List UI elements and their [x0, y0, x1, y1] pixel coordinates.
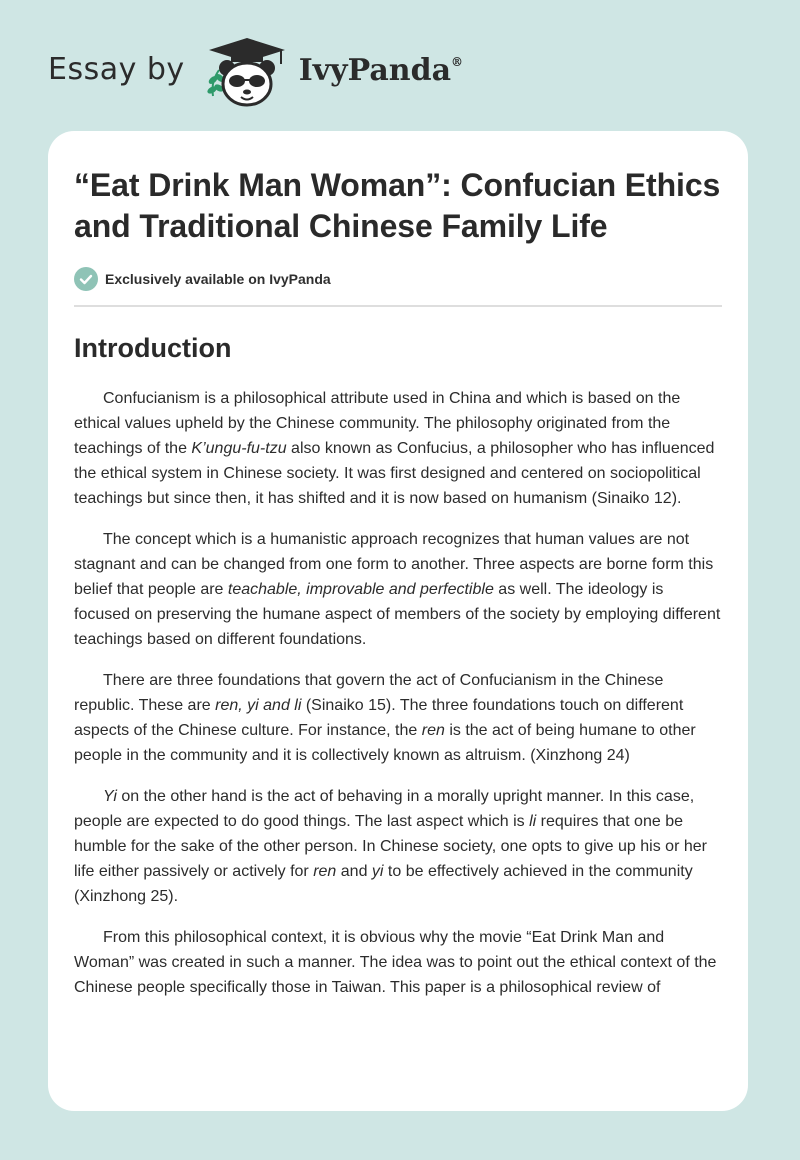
italic-term: K’ungu-fu-tzu — [191, 440, 287, 457]
paragraph-text: The concept which is a humanistic approach recognizes that human values are not stagnant and can be changed from one form to another. Three aspects are borne form this belief that people are — [74, 531, 714, 598]
paragraph-text: is the act of being humane to other people in the community and it is collectively known as altruism. (Xinzhong 24) — [74, 722, 696, 764]
italic-term: yi — [371, 863, 384, 880]
italic-term: ren — [421, 722, 445, 739]
panda-graduate-icon[interactable] — [201, 34, 293, 110]
exclusive-badge — [74, 267, 722, 291]
check-circle-icon — [74, 267, 98, 291]
essay-by-label: Essay by — [48, 51, 185, 87]
paragraph — [74, 925, 722, 1000]
brand-name[interactable]: IvyPanda® — [298, 52, 464, 88]
paragraph-text: and — [336, 863, 372, 880]
paragraph — [74, 784, 722, 909]
paragraph-text: requires that one be humble for the sake of the other person. In Chinese society, one opts to give up his or her life either passively or actively for — [74, 813, 707, 880]
paragraph-text: to be effectively achieved in the community (Xinzhong 25). — [74, 863, 693, 905]
divider — [74, 305, 722, 307]
italic-term: ren, yi and li — [215, 697, 302, 714]
paragraph — [74, 527, 722, 652]
paragraph-text: There are three foundations that govern the act of Confucianism in the Chinese republic. These are — [74, 672, 664, 714]
italic-term: Yi — [103, 788, 117, 805]
paragraph — [74, 386, 722, 511]
registered-mark: ® — [451, 54, 464, 69]
paragraph-text: as well. The ideology is focused on preserving the humane aspect of members of the society by employing different teachings based on different foundations. — [74, 581, 721, 648]
article-title: “Eat Drink Man Woman”: Confucian Ethics and Traditional Chinese Family Life — [74, 167, 721, 244]
italic-term: ren — [313, 863, 337, 880]
italic-term: teachable, improvable and perfectible — [227, 581, 494, 598]
italic-term: li — [529, 813, 537, 830]
paragraph-text: on the other hand is the act of behaving in a morally upright manner. In this case, people are expected to do good things. The last aspect which is — [74, 788, 695, 830]
section-heading: Introduction — [74, 333, 232, 363]
site-header — [48, 34, 463, 110]
article-card — [48, 131, 748, 1111]
paragraph-text: From this philosophical context, it is obvious why the movie “Eat Drink Man and Woman” was created in such a manner. The idea was to point out the ethical context of the Chinese people specifically those in Taiwan. This paper is a philosophical review of — [74, 929, 717, 996]
paragraph-text: (Sinaiko 15). The three foundations touch on different aspects of the Chinese culture. For instance, the — [74, 697, 684, 739]
article-body — [74, 386, 722, 1000]
paragraph — [74, 668, 722, 768]
exclusive-badge-label: Exclusively available on IvyPanda — [105, 271, 331, 287]
paragraph-text: Confucianism is a philosophical attribute used in China and which is based on the ethical values upheld by the Chinese community. The philosophy originated from the teachings of the — [74, 390, 681, 457]
paragraph-text: also known as Confucius, a philosopher who has influenced the ethical system in Chinese society. It was first designed and centered on sociopolitical teachings but since then, it has shifted and it is now based on humanism (Sinaiko 12). — [74, 440, 715, 507]
